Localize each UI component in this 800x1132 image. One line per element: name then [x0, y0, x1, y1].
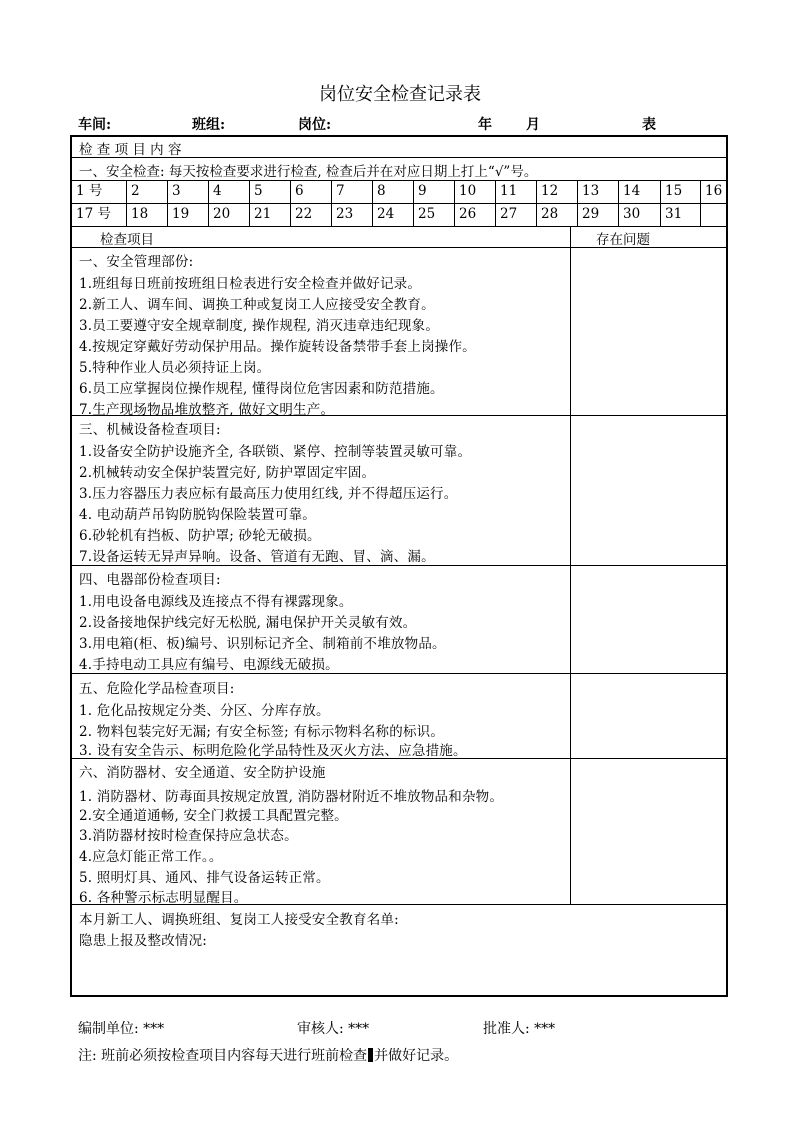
- check-item: 3.员工要遵守安全规章制度, 操作规程, 消灭违章违纪现象。: [79, 318, 440, 334]
- issues-header: 存在问题: [596, 232, 650, 248]
- check-item: 3.消防器材按时检查保持应急状态。: [79, 828, 298, 844]
- check-item: 5.特种作业人员必须持证上岗。: [79, 360, 271, 376]
- day-cell: 29: [577, 204, 618, 226]
- day-cell: 1 号: [76, 183, 103, 199]
- day-cell: 3: [167, 181, 208, 203]
- day-cell: 25: [413, 204, 454, 226]
- day-cell: 23: [331, 204, 372, 226]
- day-cell: 16: [700, 181, 746, 203]
- workshop-label: 车间:: [78, 117, 112, 133]
- post-label: 岗位:: [298, 117, 332, 133]
- days-row-2: [72, 204, 726, 227]
- check-item: 6.员工应掌握岗位操作规程, 懂得岗位危害因素和防范措施。: [79, 381, 444, 397]
- form-meta-row: [78, 114, 728, 134]
- day-cell: 18: [126, 204, 167, 226]
- check-item: 5. 照明灯具、通风、排气设备运转正常。: [79, 870, 330, 886]
- day-cell: 7: [331, 181, 372, 203]
- day-cell: 5: [249, 181, 290, 203]
- day-cell: 9: [413, 181, 454, 203]
- day-cell: [700, 204, 746, 226]
- compiler-label: 编制单位: ***: [78, 1021, 165, 1037]
- table-label: 表: [642, 117, 656, 133]
- day-cell: 2: [126, 181, 167, 203]
- day-cell: 13: [577, 181, 618, 203]
- check-item: 4.按规定穿戴好劳动保护用品。操作旋转设备禁带手套上岗操作。: [79, 339, 476, 355]
- footer-note-end: 并做好记录。: [374, 1048, 459, 1064]
- section-title: 五、危险化学品检查项目:: [79, 681, 235, 697]
- section-title: 三、机械设备检查项目:: [79, 422, 221, 438]
- footer-note: [78, 1045, 458, 1065]
- ink-mark: [368, 1048, 373, 1062]
- check-item: 4.应急灯能正常工作。。: [79, 849, 223, 865]
- section-electrical: [72, 566, 726, 674]
- check-item: 1.设备安全防护设施齐全, 各联锁、紧停、控制等装置灵敏可靠。: [79, 444, 472, 460]
- safety-check-note-row: [72, 158, 726, 181]
- day-cell: 4: [208, 181, 249, 203]
- day-cell: 11: [495, 181, 536, 203]
- day-cell: 30: [618, 204, 660, 226]
- check-item: 2.设备接地保护线完好无松脱, 漏电保护开关灵敏有效。: [79, 615, 417, 631]
- check-item: 3.用电箱(柜、板)编号、识别标记齐全、制箱前不堆放物品。: [79, 636, 446, 652]
- items-header: 检查项目: [100, 232, 154, 248]
- check-item: 3. 设有安全告示、标明危险化学品特性及灭火方法、应急措施。: [79, 743, 467, 759]
- section-hazardous-chemicals: [72, 674, 726, 759]
- month-label: 月: [526, 117, 540, 133]
- check-item: 2. 物料包装完好无漏; 有安全标签; 有标示物料名称的标识。: [79, 724, 445, 740]
- check-item: 1. 消防器材、防毒面具按规定放置, 消防器材附近不堆放物品和杂物。: [79, 789, 504, 805]
- reviewer-label: 审核人: ***: [297, 1021, 370, 1037]
- training-list-label: 本月新工人、调换班组、复岗工人接受安全教育名单:: [79, 912, 399, 928]
- day-cell: 19: [167, 204, 208, 226]
- items-header-row: [72, 227, 726, 248]
- day-cell: 17 号: [76, 206, 111, 222]
- inspection-form-table: [70, 135, 728, 997]
- day-cell: 14: [618, 181, 660, 203]
- check-item: 7.生产现场物品堆放整齐, 做好文明生产。: [79, 402, 335, 418]
- day-cell: 6: [290, 181, 331, 203]
- day-cell: 12: [536, 181, 577, 203]
- hazard-report-label: 隐患上报及整改情况:: [79, 933, 208, 949]
- check-item: 7.设备运转无异声异响。设备、管道有无跑、冒、滴、漏。: [79, 549, 435, 565]
- day-cell: 31: [660, 204, 700, 226]
- check-item: 1.用电设备电源线及连接点不得有裸露现象。: [79, 594, 353, 610]
- day-cell: 26: [454, 204, 495, 226]
- content-header-row: [72, 137, 726, 158]
- day-cell: 10: [454, 181, 495, 203]
- day-cell: 22: [290, 204, 331, 226]
- check-item: 4.手持电动工具应有编号、电源线无破损。: [79, 657, 339, 673]
- year-label: 年: [478, 117, 492, 133]
- day-cell: 15: [660, 181, 700, 203]
- section-mechanical-equipment: [72, 416, 726, 566]
- check-item: 3.压力容器压力表应标有最高压力使用红线, 并不得超压运行。: [79, 486, 458, 502]
- form-title: 岗位安全检查记录表: [319, 84, 481, 105]
- section-fire-safety: [72, 759, 726, 905]
- day-cell: 24: [372, 204, 413, 226]
- section-title: 四、电器部份检查项目:: [79, 572, 221, 588]
- check-item: 2.新工人、调车间、调换工种或复岗工人应接受安全教育。: [79, 297, 435, 313]
- approver-label: 批准人: ***: [483, 1021, 556, 1037]
- check-item: 1.班组每日班前按班组日检表进行安全检查并做好记录。: [79, 276, 422, 292]
- content-header: 检 查 项 目 内 容: [79, 142, 182, 158]
- section-title: 一、安全管理部份:: [79, 254, 194, 270]
- section-title: 六、消防器材、安全通道、安全防护设施: [79, 765, 326, 781]
- safety-check-note: 一、安全检查: 每天按检查要求进行检查, 检查后并在对应日期上打上“√”号。: [79, 164, 538, 180]
- check-item: 6. 各种警示标志明显醒目。: [79, 890, 248, 906]
- day-cell: 20: [208, 204, 249, 226]
- check-item: 1. 危化品按规定分类、分区、分库存放。: [79, 703, 330, 719]
- check-item: 2.安全通道通畅, 安全门救援工具配置完整。: [79, 808, 348, 824]
- check-item: 6.砂轮机有挡板、防护罩; 砂轮无破损。: [79, 528, 321, 544]
- day-cell: 21: [249, 204, 290, 226]
- section-safety-management: [72, 248, 726, 416]
- day-cell: 8: [372, 181, 413, 203]
- footer-note-start: 注: 班前必须按检查项目内容每天进行班前检查: [78, 1048, 368, 1064]
- check-item: 2.机械转动安全保护装置完好, 防护罩固定牢固。: [79, 465, 376, 481]
- section-training-and-hazards: [72, 905, 726, 995]
- days-row-1: [72, 181, 726, 204]
- team-label: 班组:: [192, 117, 226, 133]
- check-item: 4. 电动葫芦吊钩防脱钩保险装置可靠。: [79, 507, 316, 523]
- day-cell: 28: [536, 204, 577, 226]
- day-cell: 27: [495, 204, 536, 226]
